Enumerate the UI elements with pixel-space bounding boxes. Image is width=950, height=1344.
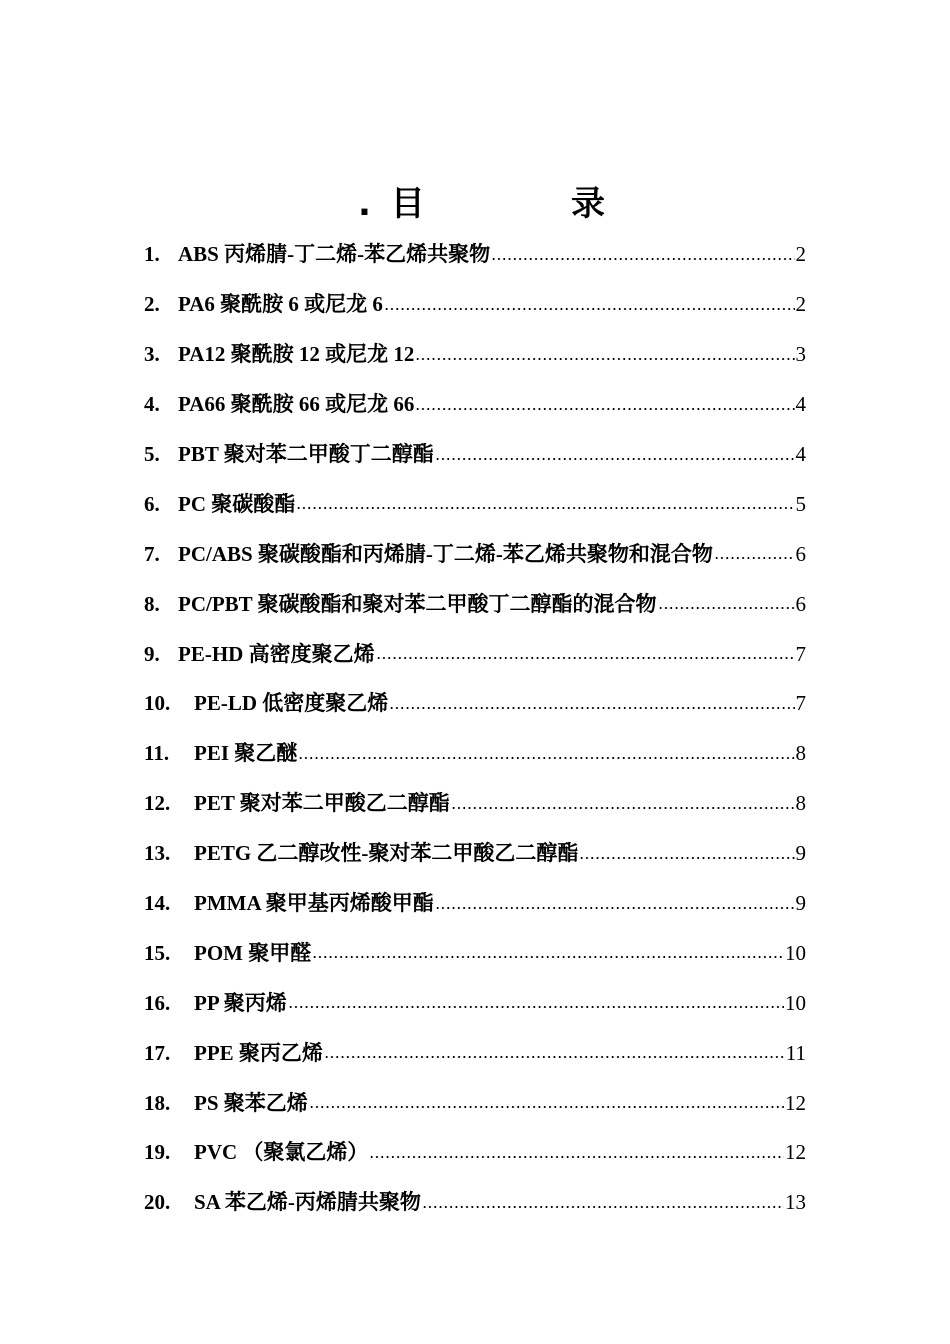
toc-entry-page-number: 12	[785, 1140, 806, 1165]
toc-entry-label: PS 聚苯乙烯	[194, 1090, 308, 1115]
toc-entry[interactable]	[144, 1128, 806, 1178]
toc-entry-label: PET 聚对苯二甲酸乙二醇酯	[194, 791, 450, 816]
toc-entry-label: PC/ABS 聚碳酸酯和丙烯腈-丁二烯-苯乙烯共聚物和混合物	[178, 541, 713, 566]
toc-entry[interactable]	[144, 779, 806, 829]
toc-entry-number: 20.	[144, 1190, 171, 1215]
toc-list	[144, 230, 806, 1228]
toc-entry-page-number: 6	[795, 591, 806, 616]
toc-entry-label: PETG 乙二醇改性-聚对苯二甲酸乙二醇酯	[194, 841, 579, 866]
toc-entry[interactable]	[144, 330, 806, 380]
toc-entry-number: 7.	[144, 541, 160, 566]
toc-entry[interactable]	[144, 679, 806, 729]
toc-entry-number: 3.	[144, 342, 160, 367]
toc-entry-number: 14.	[144, 891, 171, 916]
toc-dot-leader	[658, 601, 795, 615]
toc-entry-page-number: 12	[785, 1090, 806, 1115]
toc-entry-page-number: 4	[795, 392, 806, 417]
toc-entry-page-number: 9	[795, 891, 806, 916]
toc-dot-leader	[288, 1000, 784, 1014]
toc-entry-label: SA 苯乙烯-丙烯腈共聚物	[194, 1190, 421, 1215]
toc-entry-label: PA66 聚酰胺 66 或尼龙 66	[178, 392, 415, 417]
toc-entry-number: 10.	[144, 691, 171, 716]
toc-dot-leader	[384, 302, 795, 316]
toc-entry-page-number: 9	[795, 841, 806, 866]
toc-entry-page-number: 4	[795, 442, 806, 466]
toc-entry-number: 18.	[144, 1090, 171, 1115]
toc-dot-leader	[312, 950, 784, 964]
toc-entry[interactable]	[144, 879, 806, 929]
toc-entry[interactable]	[144, 1028, 806, 1078]
toc-entry[interactable]	[144, 1178, 806, 1228]
toc-entry-number: 1.	[144, 242, 160, 267]
toc-entry-number: 6.	[144, 491, 160, 516]
toc-entry-page-number: 10	[785, 940, 806, 965]
toc-dot-leader	[422, 1200, 784, 1214]
toc-entry-label: PC 聚碳酸酯	[178, 491, 296, 516]
toc-entry-page-number: 5	[795, 491, 806, 516]
toc-entry-number: 19.	[144, 1140, 171, 1165]
toc-title-part1: . 目	[358, 184, 429, 224]
toc-dot-leader	[415, 352, 794, 366]
toc-dot-leader	[435, 901, 795, 915]
toc-entry-label: PPE 聚丙乙烯	[194, 1040, 323, 1065]
toc-entry-number: 5.	[144, 442, 160, 466]
toc-dot-leader	[435, 452, 795, 466]
toc-entry-page-number: 2	[795, 242, 806, 267]
toc-dot-leader	[296, 501, 794, 515]
toc-entry-label: PP 聚丙烯	[194, 990, 287, 1015]
toc-entry-number: 9.	[144, 641, 160, 666]
toc-entry-page-number: 3	[795, 342, 806, 367]
toc-entry[interactable]	[144, 430, 806, 480]
toc-entry-page-number: 7	[795, 641, 806, 666]
toc-entry[interactable]	[144, 829, 806, 879]
toc-entry-page-number: 8	[795, 741, 806, 766]
toc-entry-label: PC/PBT 聚碳酸酯和聚对苯二甲酸丁二醇酯的混合物	[178, 591, 657, 616]
toc-entry-page-number: 10	[785, 990, 806, 1015]
toc-entry-number: 13.	[144, 841, 171, 866]
toc-dot-leader	[369, 1150, 784, 1164]
toc-entry-page-number: 6	[795, 541, 806, 566]
toc-dot-leader	[451, 801, 795, 815]
toc-dot-leader	[579, 851, 794, 865]
toc-entry[interactable]	[144, 729, 806, 779]
toc-entry[interactable]	[144, 230, 806, 280]
toc-entry-page-number: 7	[795, 691, 806, 716]
toc-dot-leader	[415, 402, 794, 416]
toc-entry[interactable]	[144, 280, 806, 330]
toc-entry[interactable]	[144, 529, 806, 579]
toc-entry-label: POM 聚甲醛	[194, 940, 312, 965]
toc-entry-number: 15.	[144, 940, 171, 965]
toc-dot-leader	[298, 751, 794, 765]
toc-entry-label: PA12 聚酰胺 12 或尼龙 12	[178, 342, 415, 367]
toc-entry-number: 12.	[144, 791, 171, 816]
toc-entry-label: PEI 聚乙醚	[194, 741, 298, 766]
toc-entry-label: PA6 聚酰胺 6 或尼龙 6	[178, 292, 383, 317]
toc-entry-label: ABS 丙烯腈-丁二烯-苯乙烯共聚物	[178, 242, 491, 267]
toc-entry-page-number: 13	[785, 1190, 806, 1215]
toc-dot-leader	[714, 551, 795, 565]
toc-entry-page-number: 8	[795, 791, 806, 816]
toc-dot-leader	[491, 252, 794, 266]
toc-entry-label: PMMA 聚甲基丙烯酸甲酯	[194, 891, 434, 916]
toc-entry-number: 4.	[144, 392, 160, 417]
toc-entry[interactable]	[144, 928, 806, 978]
toc-dot-leader	[389, 701, 794, 715]
toc-entry-label: PVC （聚氯乙烯）	[194, 1140, 369, 1165]
toc-entry[interactable]	[144, 629, 806, 679]
toc-entry[interactable]	[144, 978, 806, 1028]
toc-entry[interactable]	[144, 579, 806, 629]
toc-entry[interactable]	[144, 479, 806, 529]
toc-entry-label: PE-HD 高密度聚乙烯	[178, 641, 375, 666]
toc-dot-leader	[376, 651, 795, 665]
toc-entry-label: PBT 聚对苯二甲酸丁二醇酯	[178, 442, 434, 466]
toc-dot-leader	[309, 1100, 784, 1114]
toc-entry[interactable]	[144, 1078, 806, 1128]
toc-title	[0, 176, 950, 226]
toc-entry-number: 17.	[144, 1040, 171, 1065]
toc-title-part2: 录	[571, 184, 605, 224]
toc-entry-number: 16.	[144, 990, 171, 1015]
toc-entry-number: 11.	[144, 741, 170, 766]
toc-entry-number: 2.	[144, 292, 160, 317]
toc-entry-number: 8.	[144, 591, 160, 616]
toc-entry[interactable]	[144, 380, 806, 430]
toc-entry-label: PE-LD 低密度聚乙烯	[194, 691, 389, 716]
toc-entry-page-number: 11	[785, 1040, 806, 1065]
toc-dot-leader	[324, 1050, 785, 1064]
toc-entry-page-number: 2	[795, 292, 806, 317]
